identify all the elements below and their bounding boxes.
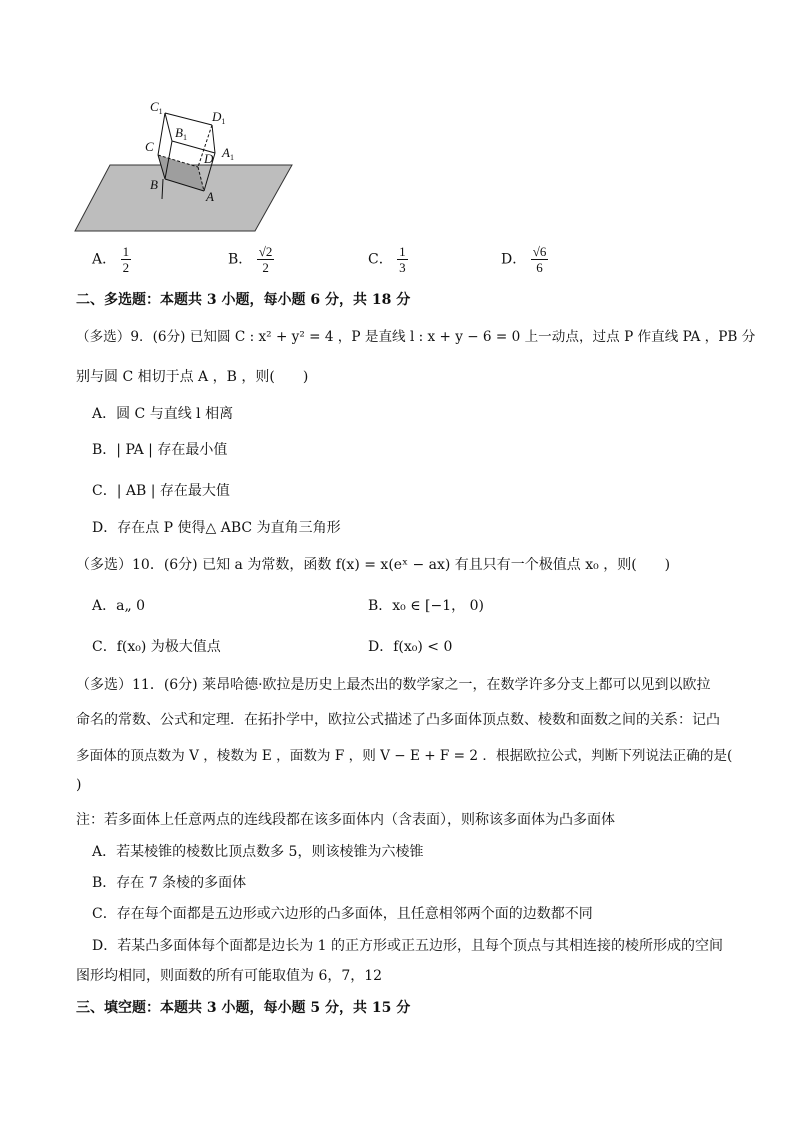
q8-option-a[interactable]: A． $\frac{1}{2}$	[92, 244, 130, 275]
q9-stem-line-1: （多选）9．(6分) 已知圆 C : x² + y² = 4 ，P 是直线 l : x + y − 6 = 0 上一动点，过点 P 作直线 PA ，PB 分	[76, 329, 756, 345]
q11-option-d-line-1[interactable]: D．若某凸多面体每个面都是边长为 1 的正方形或正五边形，且每个顶点与其相连接的棱所形成的空间	[92, 938, 724, 954]
q11-stem-line-2: 命名的常数、公式和定理．在拓扑学中，欧拉公式描述了凸多面体顶点数、棱数和面数之间的关系：记凸	[76, 712, 720, 728]
q9-option-a[interactable]: A．圆 C 与直线 l 相离	[92, 406, 234, 422]
q11-option-a[interactable]: A．若某棱锥的棱数比顶点数多 5，则该棱锥为六棱锥	[92, 844, 424, 860]
q11-stem-line-1: （多选）11．(6分) 莱昂哈德·欧拉是历史上最杰出的数学家之一，在数学许多分支上都可以见到以欧拉	[76, 677, 711, 693]
label-a1: $A_1$	[222, 145, 234, 162]
fraction: $\frac{1}{3}$	[399, 244, 406, 275]
q8-option-d[interactable]: D． $\frac{√6}{6}$	[501, 244, 547, 275]
q10-option-c[interactable]: C．f(x₀) 为极大值点	[92, 639, 221, 655]
q10-stem: （多选）10．(6分) 已知 a 为常数，函数 f(x) = x(eˣ − ax) 有且只有一个极值点 x₀ ，则( )	[76, 557, 671, 573]
cube-edge	[212, 125, 215, 153]
label-b: B	[150, 177, 158, 192]
q11-note: 注：若多面体上任意两点的连线段都在该多面体内（含表面），则称该多面体为凸多面体	[76, 812, 615, 828]
q11-stem-line-3: 多面体的顶点数为 V ，棱数为 E ，面数为 F ，则 V − E + F = 2 ．根据欧拉公式，判断下列说法正确的是(	[76, 748, 733, 764]
q8-option-b[interactable]: B． $\frac{√2}{2}$	[228, 244, 273, 275]
label-c: C	[145, 139, 154, 154]
q8-option-c[interactable]: C． $\frac{1}{3}$	[368, 244, 406, 275]
q9-option-b[interactable]: B．| PA | 存在最小值	[92, 442, 228, 458]
fraction: $\frac{√6}{6}$	[532, 244, 547, 275]
q11-stem-line-4: )	[76, 777, 82, 793]
label-a: A	[206, 189, 214, 204]
q9-option-c[interactable]: C．| AB | 存在最大值	[92, 483, 230, 499]
label-d: D	[204, 151, 214, 166]
q9-option-d[interactable]: D．存在点 P 使得△ ABC 为直角三角形	[92, 520, 341, 536]
q11-option-d-line-2: 图形均相同，则面数的所有可能取值为 6，7，12	[76, 968, 383, 984]
q10-option-d[interactable]: D．f(x₀) < 0	[368, 639, 453, 655]
fraction: $\frac{1}{2}$	[122, 244, 130, 275]
fraction: $\frac{√2}{2}$	[258, 244, 273, 275]
cube-edge	[165, 113, 212, 125]
label-b1: $B_1$	[175, 125, 187, 142]
cube-edge	[165, 113, 172, 141]
cube-on-plane-figure	[70, 95, 300, 235]
cube-edge	[158, 113, 165, 155]
label-d1: $D_1$	[212, 109, 226, 126]
q11-option-c[interactable]: C．存在每个面都是五边形或六边形的凸多面体，且任意相邻两个面的边数都不同	[92, 906, 593, 922]
q10-option-b[interactable]: B．x₀ ∈ [−1， 0)	[368, 598, 484, 614]
q9-stem-line-2: 别与圆 C 相切于点 A ，B ，则( )	[76, 369, 309, 385]
q10-option-a[interactable]: A．a„ 0	[92, 598, 146, 614]
section-2-heading: 二、多选题：本题共 3 小题，每小题 6 分，共 18 分	[76, 292, 411, 308]
label-c1: $C_1$	[150, 99, 163, 116]
section-3-heading: 三、填空题：本题共 3 小题，每小题 5 分，共 15 分	[76, 1000, 411, 1016]
q11-option-b[interactable]: B．存在 7 条棱的多面体	[92, 875, 247, 891]
